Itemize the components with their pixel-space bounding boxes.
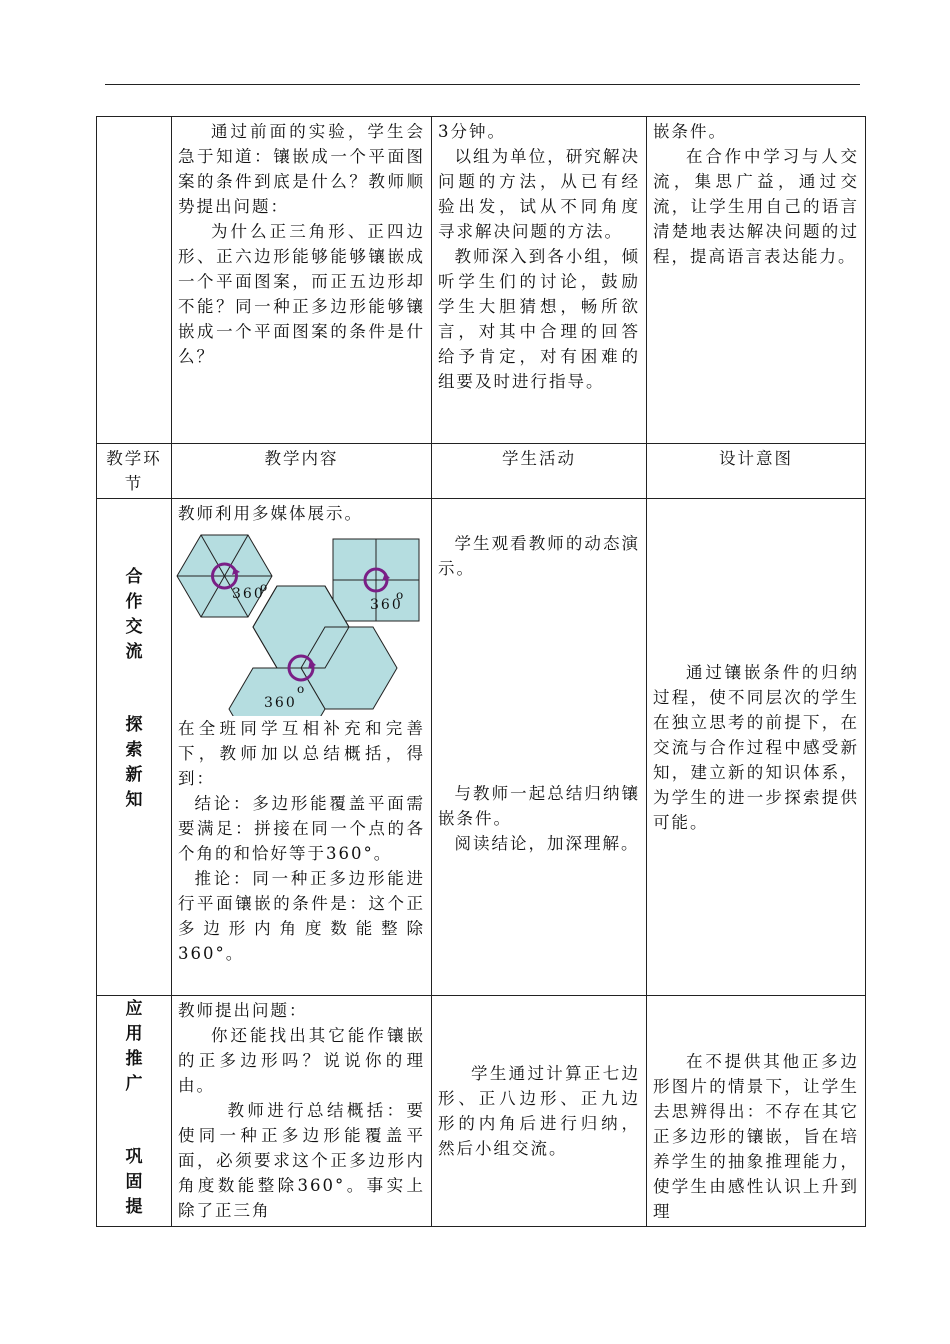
svg-text:360: 360 xyxy=(264,695,297,711)
paragraph: 教师利用多媒体展示。 xyxy=(178,504,363,523)
paragraph: 通过前面的实验，学生会急于知道：镶嵌成一个平面图案的条件到底是什么？教师顺势提出问题： xyxy=(178,122,425,216)
header-stage: 教学环节 xyxy=(97,444,172,499)
stage-label: 应 用 推 广 巩 固 提 xyxy=(125,999,143,1217)
paragraph: 与教师一起总结归纳镶嵌条件。 xyxy=(438,784,640,828)
design-intent-cell xyxy=(647,117,866,444)
lesson-table xyxy=(96,116,866,1227)
stage-cell xyxy=(97,117,172,444)
design-intent-cell xyxy=(647,996,866,1227)
svg-text:o: o xyxy=(396,588,406,602)
paragraph: 在合作中学习与人交流，集思广益，通过交流，让学生用自己的语言清楚地表达解决问题的过程，提高语言表达能力。 xyxy=(653,147,859,266)
paragraph: 通过镶嵌条件的归纳过程，使不同层次的学生在独立思考的前提下，在交流与合作过程中感受新知，建立新的知识体系，为学生的进一步探索提供可能。 xyxy=(653,662,859,832)
paragraph: 你还能找出其它能作镶嵌的正多边形吗？说说你的理由。 xyxy=(178,1026,425,1095)
table-row xyxy=(97,996,866,1227)
square-figure xyxy=(333,539,419,621)
content-cell xyxy=(172,996,432,1227)
header-content: 教学内容 xyxy=(172,444,432,499)
hexagon-figure xyxy=(177,535,272,617)
table-row xyxy=(97,499,866,996)
paragraph: 3分钟。 xyxy=(438,122,506,141)
stage-cell xyxy=(97,499,172,996)
paragraph: 在全班同学互相补充和完善下，教师加以总结概括，得到： xyxy=(178,719,425,788)
stage-label: 合 作 交 流 探 索 新 知 xyxy=(125,567,143,810)
svg-text:o: o xyxy=(260,580,270,594)
paragraph: 嵌条件。 xyxy=(653,122,727,141)
student-activity-cell xyxy=(432,996,647,1227)
paragraph: 为什么正三角形、正四边形、正六边形能够能够镶嵌成一个平面图案，而正五边形却不能？同一种正多边形能够镶嵌成一个平面图案的条件是什么？ xyxy=(178,222,425,366)
table-header-row xyxy=(97,444,866,499)
tessellation-diagram xyxy=(172,530,432,716)
header-rule xyxy=(105,84,860,85)
student-activity-cell xyxy=(432,499,647,996)
paragraph: 在不提供其他正多边形图片的情景下，让学生去思辨得出：不存在其它正多边形的镶嵌，旨在培养学生的抽象推理能力，使学生由感性认识上升到理 xyxy=(653,1052,859,1221)
paragraph: 教师深入到各小组，倾听学生们的讨论，鼓励学生大胆猜想，畅所欲言，对其中合理的回答给予肯定，对有困难的组要及时进行指导。 xyxy=(438,247,640,391)
svg-text:360: 360 xyxy=(232,586,265,602)
tessellation-figure xyxy=(178,530,425,716)
paragraph: 教师提出问题： xyxy=(178,1001,308,1020)
header-intent: 设计意图 xyxy=(647,444,866,499)
conclusion-paragraph: 结论：多边形能覆盖平面需要满足：拼接在同一个点的各个角的和恰好等于360°。 xyxy=(178,794,425,863)
student-activity-cell xyxy=(432,117,647,444)
svg-text:o: o xyxy=(297,682,307,696)
svg-text:360: 360 xyxy=(370,597,403,613)
corollary-paragraph: 推论：同一种正多边形能进行平面镶嵌的条件是：这个正多边形内角度数能整除360°。 xyxy=(178,869,425,963)
header-student: 学生活动 xyxy=(432,444,647,499)
design-intent-cell xyxy=(647,499,866,996)
table-row xyxy=(97,117,866,444)
paragraph: 教师进行总结概括：要使同一种正多边形能覆盖平面，必须要求这个正多边形内角度数能整除360°。事实上除了正三角 xyxy=(178,1101,425,1220)
paragraph: 学生观看教师的动态演示。 xyxy=(438,534,640,578)
paragraph: 学生通过计算正七边形、正八边形、正九边形的内角后进行归纳，然后小组交流。 xyxy=(438,1064,640,1158)
content-cell xyxy=(172,499,432,996)
content-cell xyxy=(172,117,432,444)
paragraph: 阅读结论，加深理解。 xyxy=(454,834,640,853)
paragraph: 以组为单位，研究解决问题的方法，从已有经验出发，试从不同角度寻求解决问题的方法。 xyxy=(438,147,640,241)
stage-cell xyxy=(97,996,172,1227)
